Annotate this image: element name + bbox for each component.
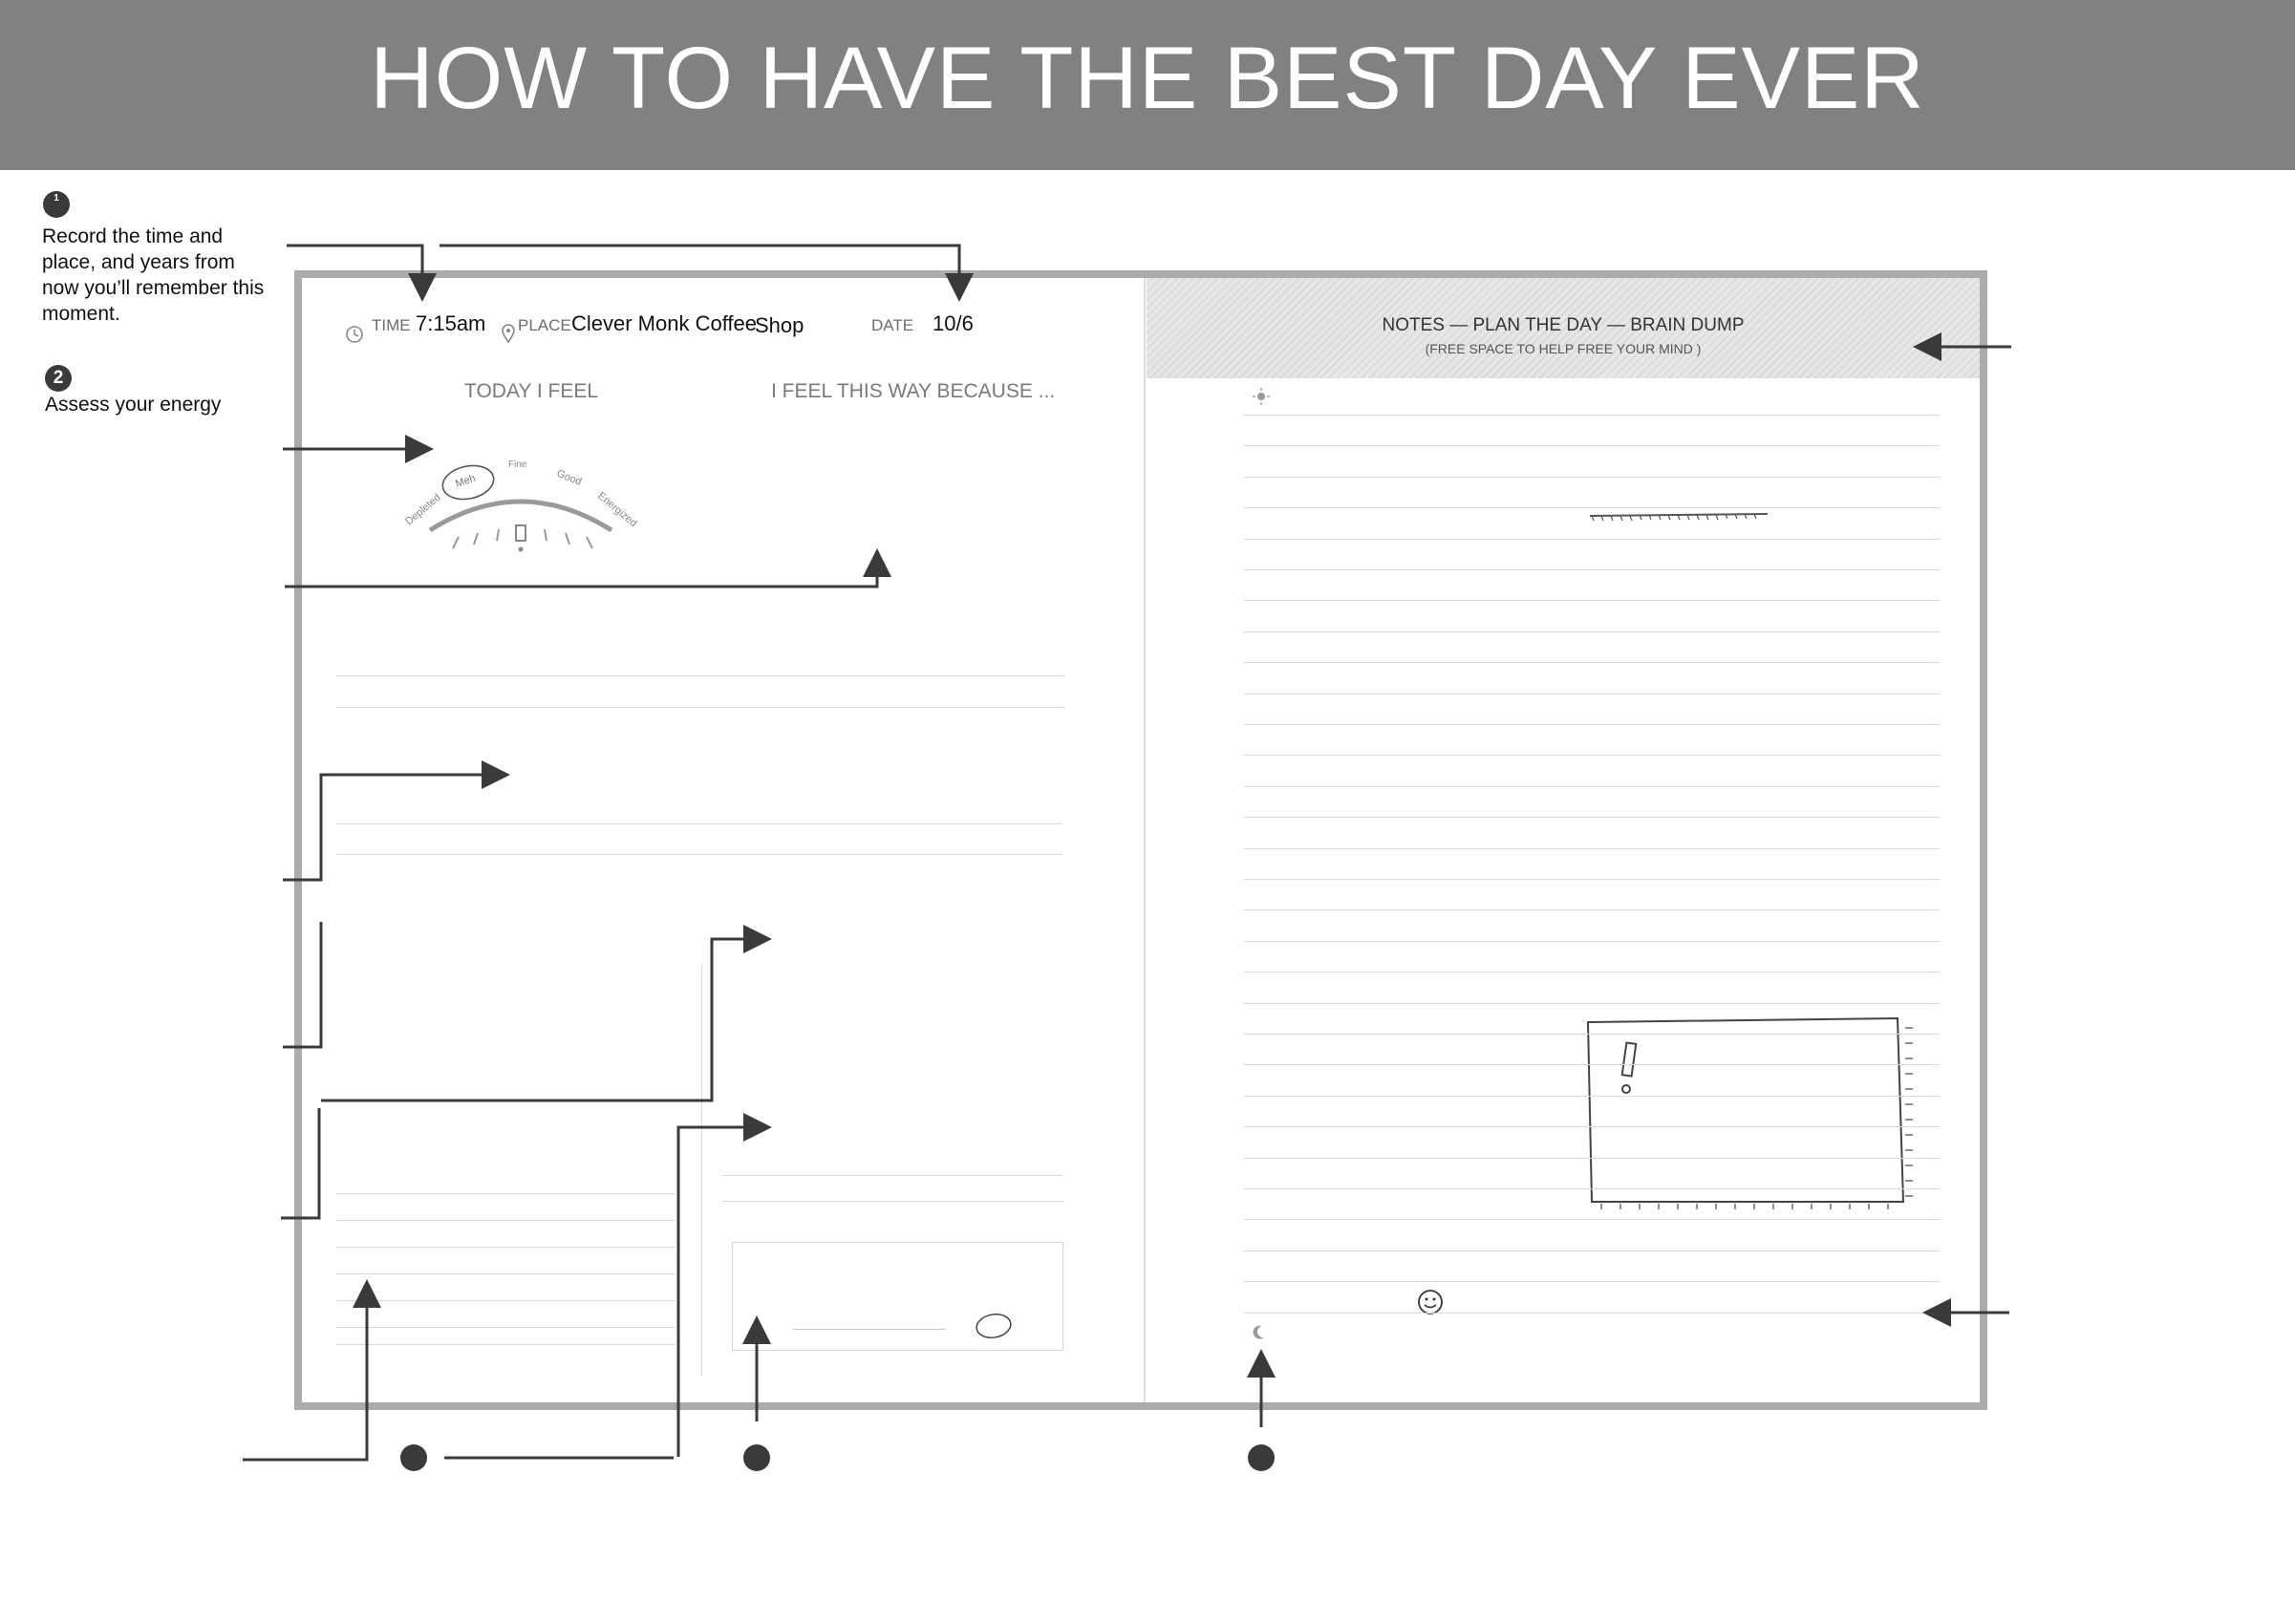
energy-good: Good <box>554 467 584 488</box>
time-value: 7:15am <box>416 311 486 335</box>
place-value: Clever Monk Coffee <box>571 311 758 335</box>
notes-title: NOTES — PLAN THE DAY — BRAIN DUMP <box>1382 315 1745 335</box>
date-value: 10/6 <box>933 311 974 335</box>
page-title: HOW TO HAVE THE BEST DAY EVER <box>370 30 1925 127</box>
step-2-badge: 2 <box>45 365 72 392</box>
energy-depleted: Depleted <box>403 491 443 528</box>
today-i-feel-heading: TODAY I FEEL <box>464 380 599 402</box>
callout-dot-2 <box>743 1444 770 1471</box>
energy-fine: Fine <box>508 459 527 470</box>
place-label: PLACE <box>518 316 571 334</box>
energy-energized: Energized <box>595 490 639 530</box>
date-label: DATE <box>871 316 914 334</box>
callout-dot-3 <box>1248 1444 1275 1471</box>
step-2-text: Assess your energy <box>45 394 222 416</box>
notes-subtitle: (FREE SPACE TO HELP FREE YOUR MIND ) <box>1425 341 1702 356</box>
time-label: TIME <box>372 316 411 334</box>
place-value-continued: Shop <box>755 313 804 337</box>
energy-meh: Meh <box>454 472 478 490</box>
step-1-badge: 1 <box>43 191 70 218</box>
feel-because-heading: I FEEL THIS WAY BECAUSE ... <box>771 380 1056 402</box>
step-1-text: Record the time and place, and years from now you’ll remember this moment. <box>42 225 265 325</box>
callout-dot-1 <box>400 1444 427 1471</box>
